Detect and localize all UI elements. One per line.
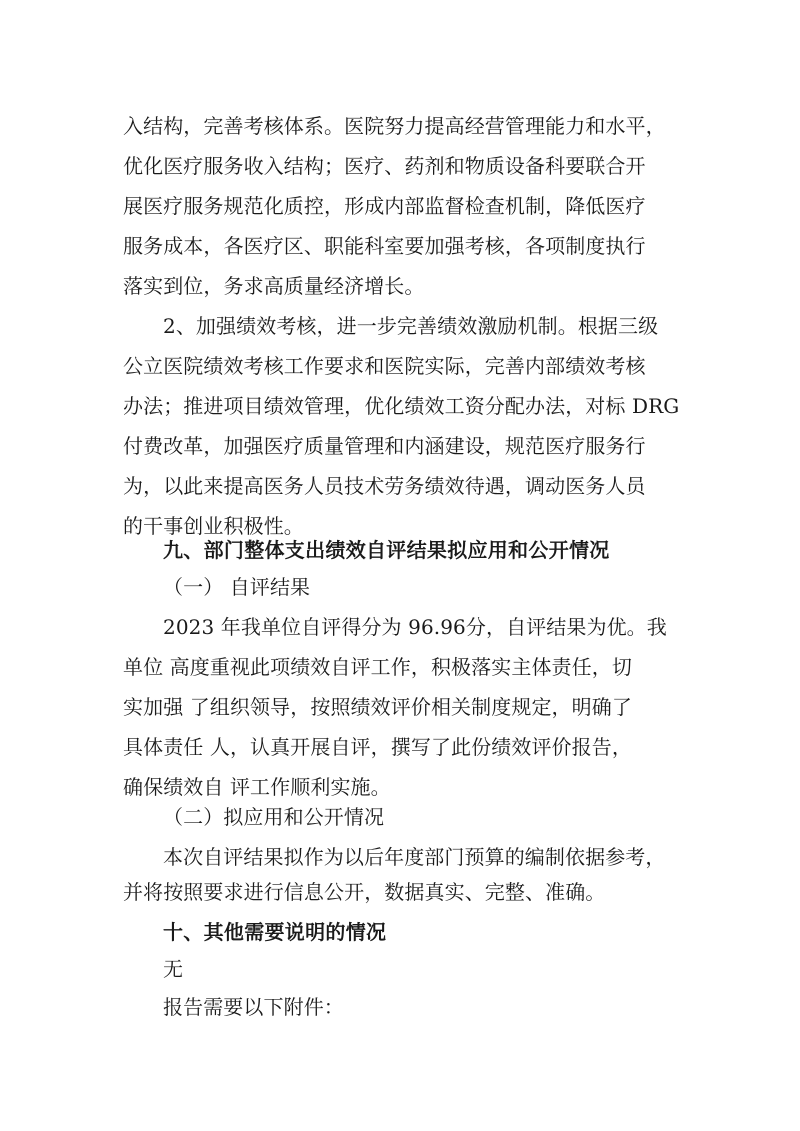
paragraph-line: 为，以此来提高医务人员技术劳务绩效待遇，调动医务人员 bbox=[123, 474, 646, 498]
subsection-heading-2: （二）拟应用和公开情况 bbox=[163, 805, 385, 829]
paragraph-line: 落实到位，务求高质量经济增长。 bbox=[123, 274, 425, 298]
paragraph-line: 优化医疗服务收入结构；医疗、药剂和物质设备科要联合开 bbox=[123, 154, 646, 178]
paragraph-line: 确保绩效自 评工作顺利实施。 bbox=[123, 775, 391, 799]
paragraph-line: 服务成本，各医疗区、职能科室要加强考核，各项制度执行 bbox=[123, 234, 646, 258]
section-heading-9: 九、部门整体支出绩效自评结果拟应用和公开情况 bbox=[163, 538, 610, 562]
paragraph-line: 单位 高度重视此项绩效自评工作，积极落实主体责任，切 bbox=[123, 655, 632, 679]
none-text: 无 bbox=[163, 957, 184, 981]
paragraph-line: 具体责任 人，认真开展自评，撰写了此份绩效评价报告， bbox=[123, 735, 632, 759]
attachments-note: 报告需要以下附件： bbox=[163, 995, 344, 1019]
paragraph-line: 本次自评结果拟作为以后年度部门预算的编制依据参考， bbox=[163, 845, 666, 869]
paragraph-line: 并将按照要求进行信息公开，数据真实、完整、准确。 bbox=[123, 880, 606, 904]
paragraph-line: 办法；推进项目绩效管理，优化绩效工资分配办法，对标 DRG bbox=[123, 394, 680, 418]
paragraph-line: 入结构，完善考核体系。医院努力提高经营管理能力和水平， bbox=[123, 114, 666, 138]
section-heading-10: 十、其他需要说明的情况 bbox=[163, 920, 387, 944]
paragraph-line: 公立医院绩效考核工作要求和医院实际，完善内部绩效考核 bbox=[123, 354, 646, 378]
paragraph-line: 展医疗服务规范化质控，形成内部监督检查机制，降低医疗 bbox=[123, 194, 646, 218]
paragraph-line: 2、加强绩效考核，进一步完善绩效激励机制。根据三级 bbox=[163, 314, 659, 338]
paragraph-line: 的干事创业积极性。 bbox=[123, 514, 304, 538]
paragraph-line: 2023 年我单位自评得分为 96.96分，自评结果为优。我 bbox=[163, 615, 667, 639]
paragraph-line: 付费改革，加强医疗质量管理和内涵建设，规范医疗服务行 bbox=[123, 434, 646, 458]
paragraph-line: 实加强 了组织领导，按照绩效评价相关制度规定，明确了 bbox=[123, 695, 632, 719]
subsection-heading-1: （一） 自评结果 bbox=[163, 575, 311, 599]
